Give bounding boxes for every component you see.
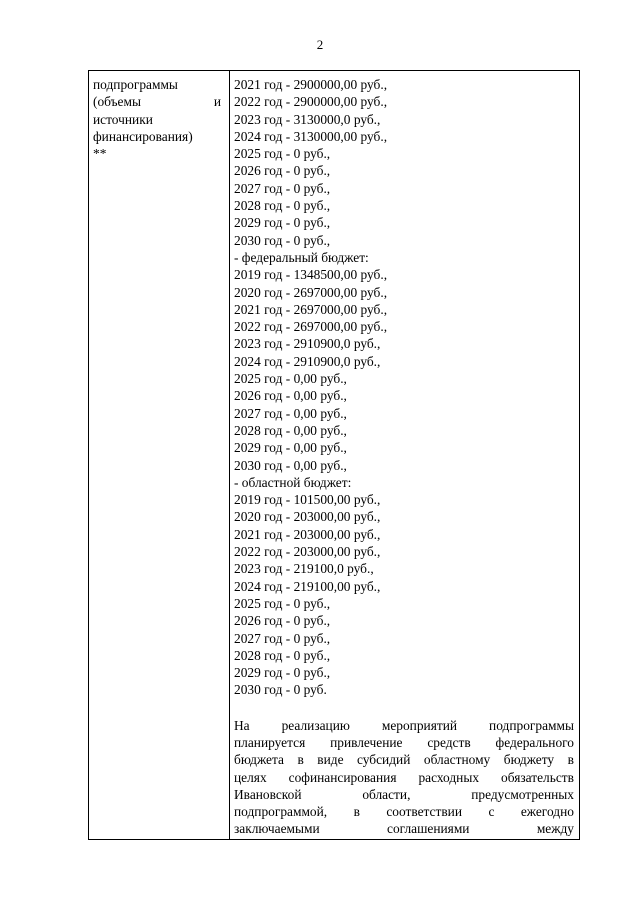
label-line: [93, 128, 221, 145]
paragraph-word: области,: [362, 786, 411, 802]
paragraph-word: в: [297, 752, 304, 768]
paragraph-word: обязательств: [501, 769, 574, 785]
funding-line: 2029 год - 0,00 руб.,: [234, 440, 347, 456]
funding-line: 2020 год - 2697000,00 руб.,: [234, 284, 388, 300]
funding-line: 2029 год - 0 руб.,: [234, 215, 331, 231]
funding-line: 2026 год - 0,00 руб.,: [234, 388, 347, 404]
paragraph-word: между: [536, 821, 574, 837]
funding-line: 2028 год - 0,00 руб.,: [234, 422, 347, 438]
paragraph-line: [234, 717, 574, 734]
funding-table: [88, 70, 580, 840]
funding-line: 2019 год - 101500,00 руб.,: [234, 492, 381, 508]
funding-line: 2020 год - 203000,00 руб.,: [234, 509, 381, 525]
paragraph-word: федерального: [495, 734, 574, 750]
funding-line: 2025 год - 0 руб.,: [234, 146, 331, 162]
paragraph-word: подпрограммой,: [234, 804, 328, 820]
page-number: 2: [316, 37, 324, 52]
funding-line: 2025 год - 0,00 руб.,: [234, 371, 347, 387]
paragraph-word: привлечение: [330, 734, 403, 750]
funding-line: 2024 год - 3130000,00 руб.,: [234, 128, 388, 144]
paragraph-word: Ивановской: [234, 786, 302, 802]
paragraph-line: [234, 803, 574, 820]
paragraph-word: бюджета: [234, 752, 284, 768]
funding-line: 2027 год - 0 руб.,: [234, 180, 331, 196]
funding-line: 2030 год - 0 руб.: [234, 682, 327, 698]
paragraph-word: с: [488, 804, 495, 820]
row-value-cell: [234, 76, 574, 838]
funding-line: 2022 год - 2900000,00 руб.,: [234, 94, 388, 110]
funding-line: 2029 год - 0 руб.,: [234, 665, 331, 681]
funding-line: 2021 год - 2900000,00 руб.,: [234, 77, 388, 92]
label-word: (объемы: [93, 94, 141, 110]
funding-line: 2024 год - 219100,00 руб.,: [234, 578, 381, 594]
funding-line: - областной бюджет:: [234, 474, 352, 490]
funding-line: 2021 год - 2697000,00 руб.,: [234, 301, 388, 317]
funding-line: 2026 год - 0 руб.,: [234, 163, 331, 179]
paragraph-word: целях: [234, 769, 267, 785]
funding-lines: [234, 76, 574, 699]
funding-line: 2027 год - 0 руб.,: [234, 630, 331, 646]
paragraph-word: виде: [317, 752, 344, 768]
funding-line: 2028 год - 0 руб.,: [234, 198, 331, 214]
paragraph-word: На: [234, 717, 250, 733]
paragraph-word: подпрограммы: [489, 717, 574, 733]
row-label-cell: [93, 76, 221, 162]
financing-paragraph: [234, 717, 574, 838]
label-line: [93, 111, 221, 128]
paragraph-word: соглашениями: [387, 821, 470, 837]
funding-line: 2021 год - 203000,00 руб.,: [234, 526, 381, 542]
paragraph-line: [234, 820, 574, 837]
paragraph-word: планируется: [234, 734, 306, 750]
label-line: [93, 93, 221, 110]
funding-line: 2024 год - 2910900,0 руб.,: [234, 353, 381, 369]
funding-line: 2026 год - 0 руб.,: [234, 613, 331, 629]
paragraph-word: средств: [427, 734, 471, 750]
paragraph-line: [234, 751, 574, 768]
column-divider: [229, 71, 230, 839]
funding-line: 2023 год - 3130000,0 руб.,: [234, 111, 381, 127]
label-word: подпрограммы: [93, 77, 178, 92]
label-line: [93, 76, 221, 93]
funding-line: 2030 год - 0,00 руб.,: [234, 457, 347, 473]
funding-line: - федеральный бюджет:: [234, 249, 369, 265]
paragraph-line: [234, 786, 574, 803]
paragraph-line: [234, 769, 574, 786]
paragraph-word: соответствии: [386, 804, 463, 820]
paragraph-word: расходных: [418, 769, 480, 785]
paragraph-word: областному: [423, 752, 491, 768]
funding-line: 2030 год - 0 руб.,: [234, 232, 331, 248]
label-word: финансирования): [93, 128, 193, 144]
paragraph-word: реализацию: [281, 717, 350, 733]
paragraph-word: мероприятий: [381, 717, 458, 733]
paragraph-word: софинансирования: [288, 769, 397, 785]
funding-line: 2027 год - 0,00 руб.,: [234, 405, 347, 421]
paragraph-word: заключаемыми: [234, 821, 320, 837]
funding-line: 2028 год - 0 руб.,: [234, 647, 331, 663]
paragraph-line: [234, 734, 574, 751]
funding-line: 2019 год - 1348500,00 руб.,: [234, 267, 388, 283]
funding-line: 2022 год - 203000,00 руб.,: [234, 544, 381, 560]
funding-line: 2022 год - 2697000,00 руб.,: [234, 319, 388, 335]
paragraph-word: ежегодно: [520, 804, 574, 820]
paragraph-word: в: [567, 752, 574, 768]
funding-line: 2023 год - 219100,0 руб.,: [234, 561, 374, 577]
label-line: [93, 145, 221, 162]
paragraph-word: предусмотренных: [471, 786, 574, 802]
funding-line: 2025 год - 0 руб.,: [234, 595, 331, 611]
paragraph-word: бюджету: [503, 752, 555, 768]
paragraph-word: субсидий: [357, 752, 411, 768]
label-word: **: [93, 146, 107, 162]
label-word: источники: [93, 111, 153, 127]
label-word: и: [213, 94, 221, 110]
paragraph-word: в: [353, 804, 360, 820]
funding-line: 2023 год - 2910900,0 руб.,: [234, 336, 381, 352]
